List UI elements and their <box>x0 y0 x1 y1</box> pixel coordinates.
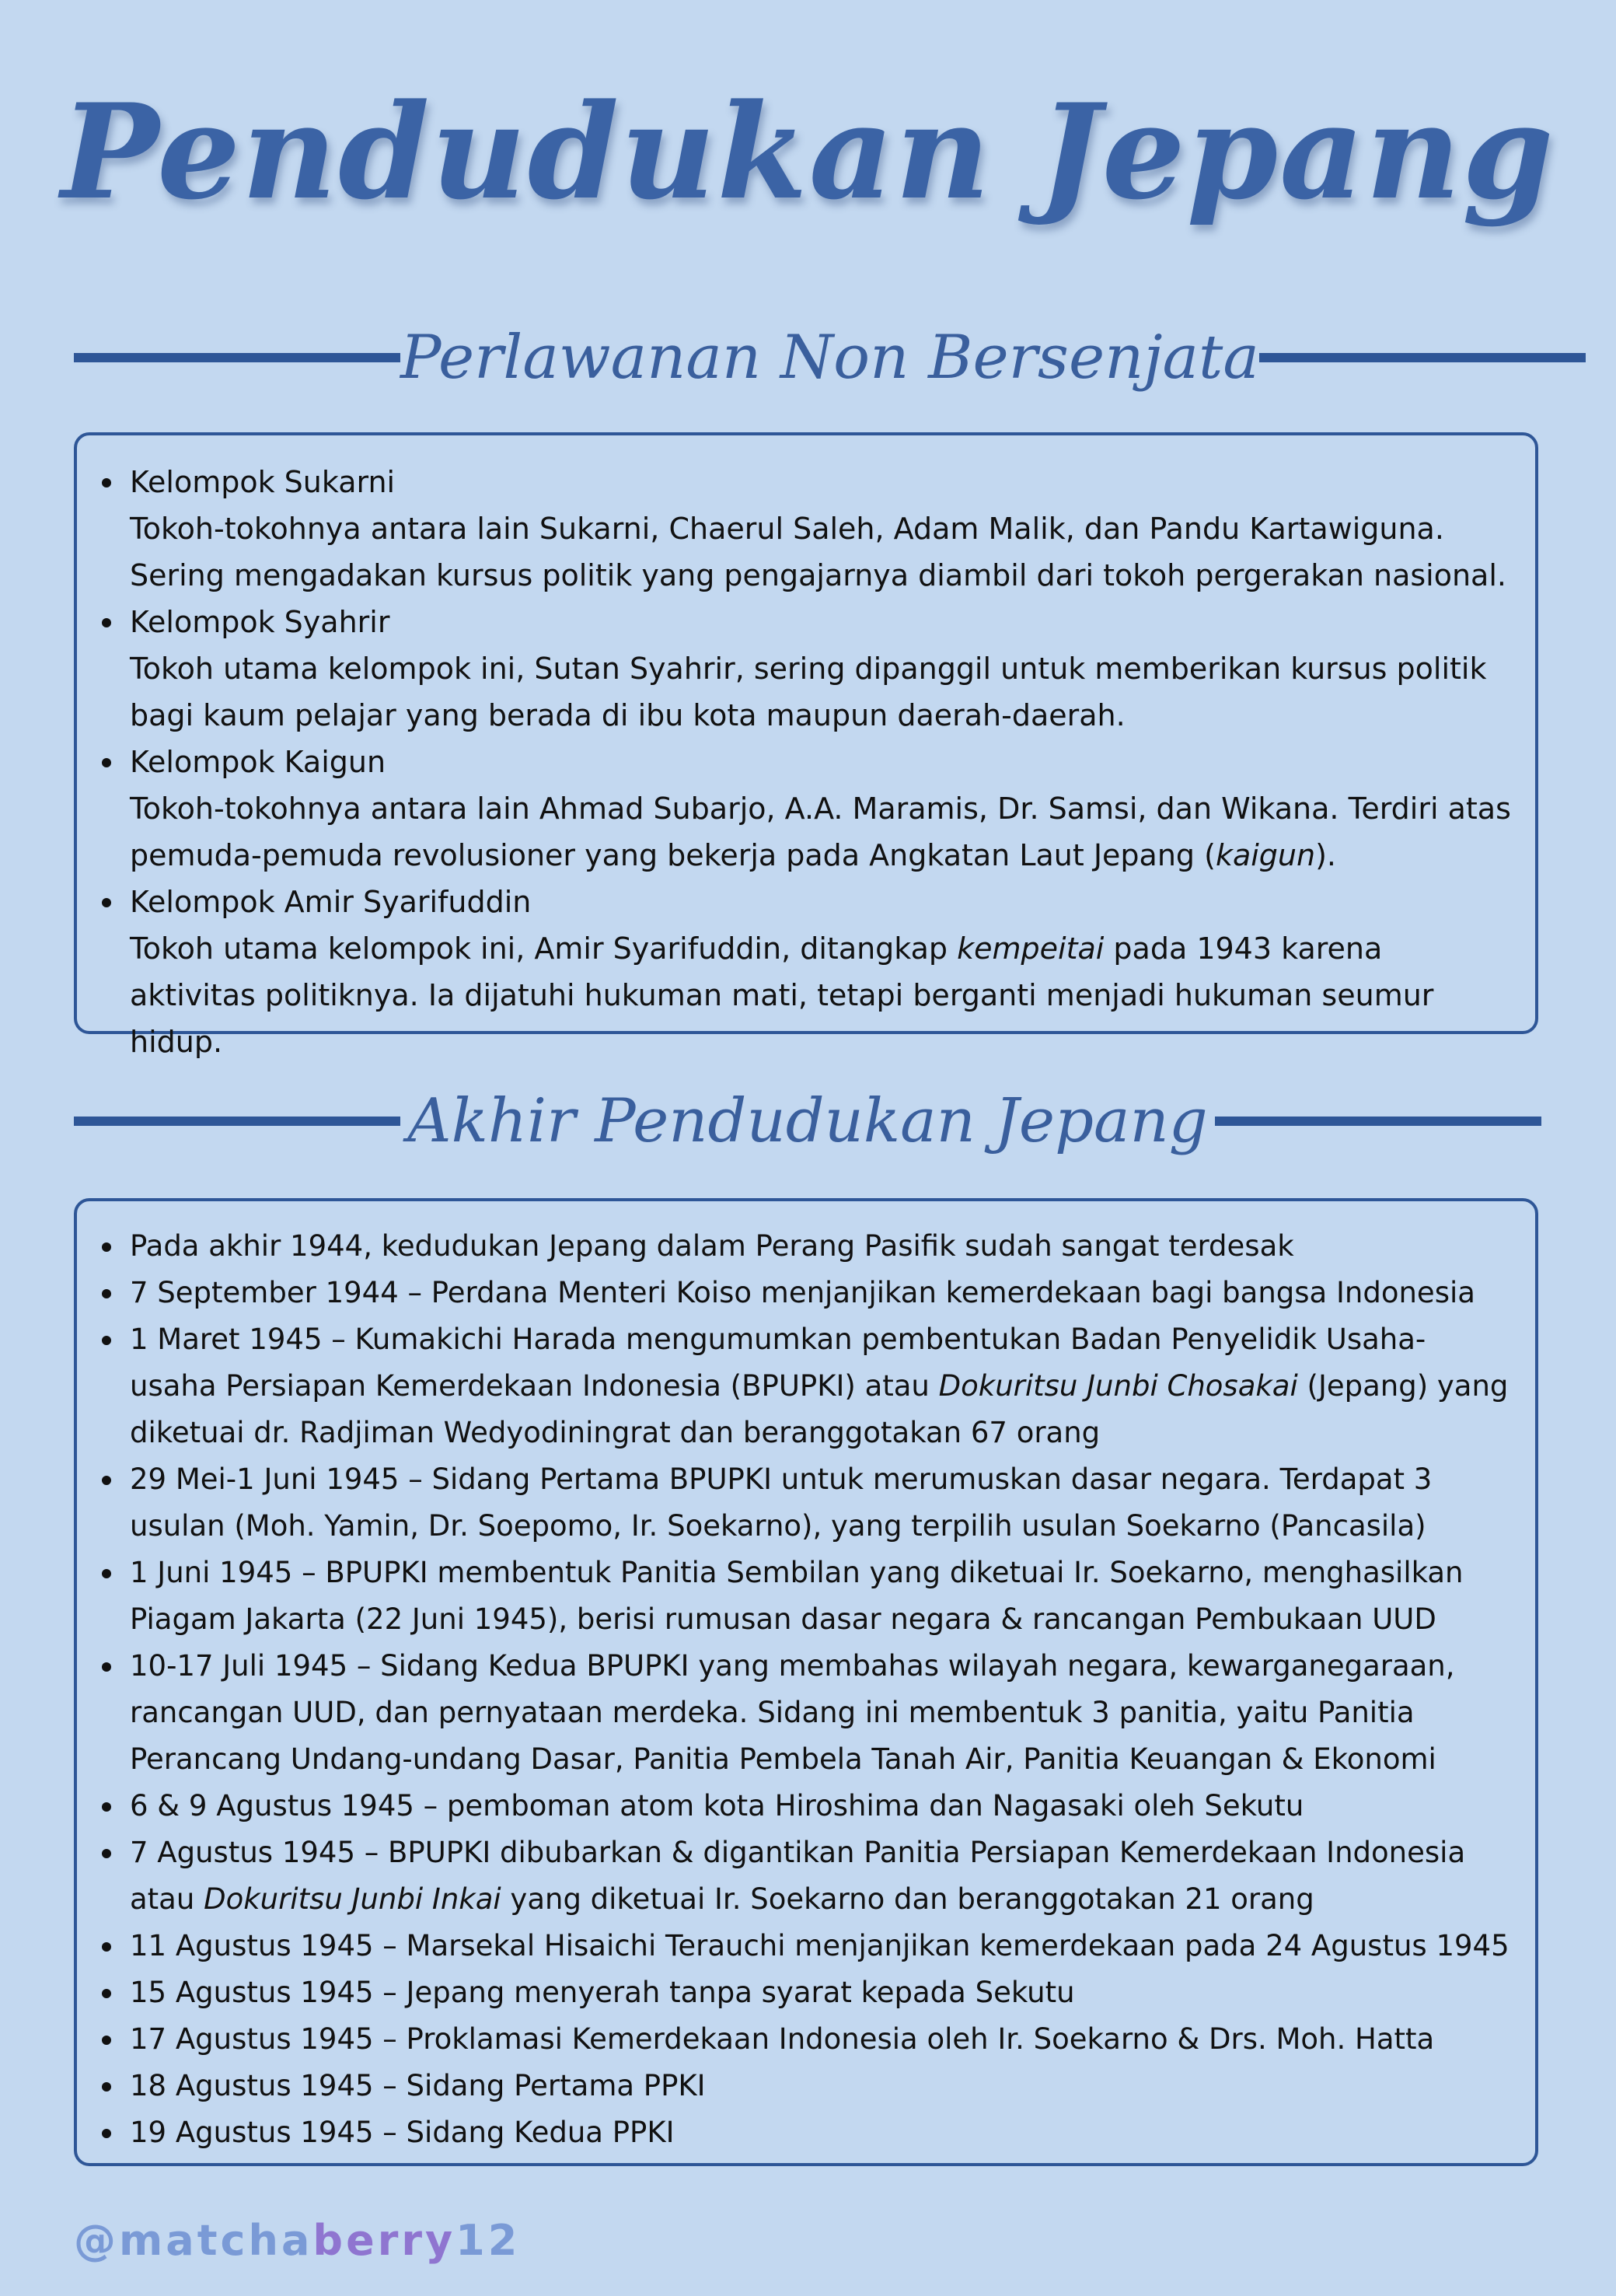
timeline-list <box>100 1223 1512 2156</box>
section-heading-akhir <box>74 1082 1541 1160</box>
section-heading-perlawanan <box>74 319 1541 397</box>
list-item: 7 September 1944 – Perdana Menteri Koiso menjanjikan kemerdekaan bagi bangsa Indonesia <box>100 1270 1512 1316</box>
list-item <box>100 459 1512 599</box>
italic-term: kaigun <box>1215 838 1316 872</box>
item-title: Kelompok Amir Syarifuddin <box>130 885 532 919</box>
heading-divider-left <box>74 353 400 362</box>
list-item: Pada akhir 1944, kedudukan Jepang dalam Perang Pasifik sudah sangat terdesak <box>100 1223 1512 1270</box>
list-item: 6 & 9 Agustus 1945 – pemboman atom kota Hiroshima dan Nagasaki oleh Sekutu <box>100 1783 1512 1829</box>
item-title: Kelompok Kaigun <box>130 745 386 779</box>
list-item: 15 Agustus 1945 – Jepang menyerah tanpa syarat kepada Sekutu <box>100 1969 1512 2016</box>
list-item: 7 Agustus 1945 – BPUPKI dibubarkan & digantikan Panitia Persiapan Kemerdekaan Indonesia atau Dokuritsu Junbi Inkai yang diketuai Ir. Soekarno dan beranggotakan 21 orang <box>100 1829 1512 1923</box>
list-item: 11 Agustus 1945 – Marsekal Hisaichi Terauchi menjanjikan kemerdekaan pada 24 Agustus 1945 <box>100 1923 1512 1969</box>
item-title: Kelompok Syahrir <box>130 605 390 639</box>
perlawanan-box <box>74 432 1538 1059</box>
item-title: Kelompok Sukarni <box>130 465 396 499</box>
list-item <box>100 739 1512 879</box>
list-item: 19 Agustus 1945 – Sidang Kedua PPKI <box>100 2109 1512 2156</box>
heading-divider-left <box>74 1117 400 1126</box>
heading-divider-right <box>1215 1117 1541 1126</box>
item-description: Tokoh utama kelompok ini, Amir Syarifuddin, ditangkap kempeitai pada 1943 karena aktivitas politiknya. Ia dijatuhi hukuman mati, tetapi berganti menjadi hukuman seumur hidup. <box>130 931 1434 1059</box>
italic-term: Dokuritsu Junbi Inkai <box>204 1882 501 1916</box>
section-title: Akhir Pendudukan Jepang <box>407 1086 1208 1156</box>
list-item: 1 Maret 1945 – Kumakichi Harada mengumumkan pembentukan Badan Penyelidik Usaha-usaha Persiapan Kemerdekaan Indonesia (BPUPKI) atau Dokuritsu Junbi Chosakai (Jepang) yang diketuai dr. Radjiman Wedyodiningrat dan beranggotakan 67 orang <box>100 1316 1512 1456</box>
author-handle: @matchaberry12 <box>74 2216 521 2265</box>
list-item: 17 Agustus 1945 – Proklamasi Kemerdekaan Indonesia oleh Ir. Soekarno & Drs. Moh. Hatta <box>100 2016 1512 2063</box>
heading-divider-right <box>1259 353 1586 362</box>
group-list <box>100 459 1512 1065</box>
item-description: Tokoh utama kelompok ini, Sutan Syahrir, sering dipanggil untuk memberikan kursus politik bagi kaum pelajar yang berada di ibu kota maupun daerah-daerah. <box>130 652 1487 732</box>
section-title: Perlawanan Non Bersenjata <box>400 323 1259 393</box>
italic-term: Dokuritsu Junbi Chosakai <box>938 1369 1298 1403</box>
item-description: Tokoh-tokohnya antara lain Ahmad Subarjo, A.A. Maramis, Dr. Samsi, dan Wikana. Terdiri atas pemuda-pemuda revolusioner yang bekerja pada Angkatan Laut Jepang (kaigun). <box>130 792 1511 872</box>
list-item <box>100 879 1512 1065</box>
list-item: 10-17 Juli 1945 – Sidang Kedua BPUPKI yang membahas wilayah negara, kewarganegaraan, rancangan UUD, dan pernyataan merdeka. Sidang ini membentuk 3 panitia, yaitu Panitia Perancang Undang-undang Dasar, Panitia Pembela Tanah Air, Panitia Keuangan & Ekonomi <box>100 1643 1512 1783</box>
item-description: Tokoh-tokohnya antara lain Sukarni, Chaerul Saleh, Adam Malik, dan Pandu Kartawiguna. Sering mengadakan kursus politik yang pengajarnya diambil dari tokoh pergerakan nasional. <box>130 512 1506 592</box>
page-title: Pendudukan Jepang <box>61 75 1555 229</box>
list-item: 29 Mei-1 Juni 1945 – Sidang Pertama BPUPKI untuk merumuskan dasar negara. Terdapat 3 usulan (Moh. Yamin, Dr. Soepomo, Ir. Soekarno), yang terpilih usulan Soekarno (Pancasila) <box>100 1456 1512 1550</box>
list-item: 18 Agustus 1945 – Sidang Pertama PPKI <box>100 2063 1512 2109</box>
list-item: 1 Juni 1945 – BPUPKI membentuk Panitia Sembilan yang diketuai Ir. Soekarno, menghasilkan Piagam Jakarta (22 Juni 1945), berisi rumusan dasar negara & rancangan Pembukaan UUD <box>100 1550 1512 1643</box>
akhir-box <box>74 1198 1538 2166</box>
italic-term: kempeitai <box>957 931 1105 966</box>
list-item <box>100 599 1512 739</box>
